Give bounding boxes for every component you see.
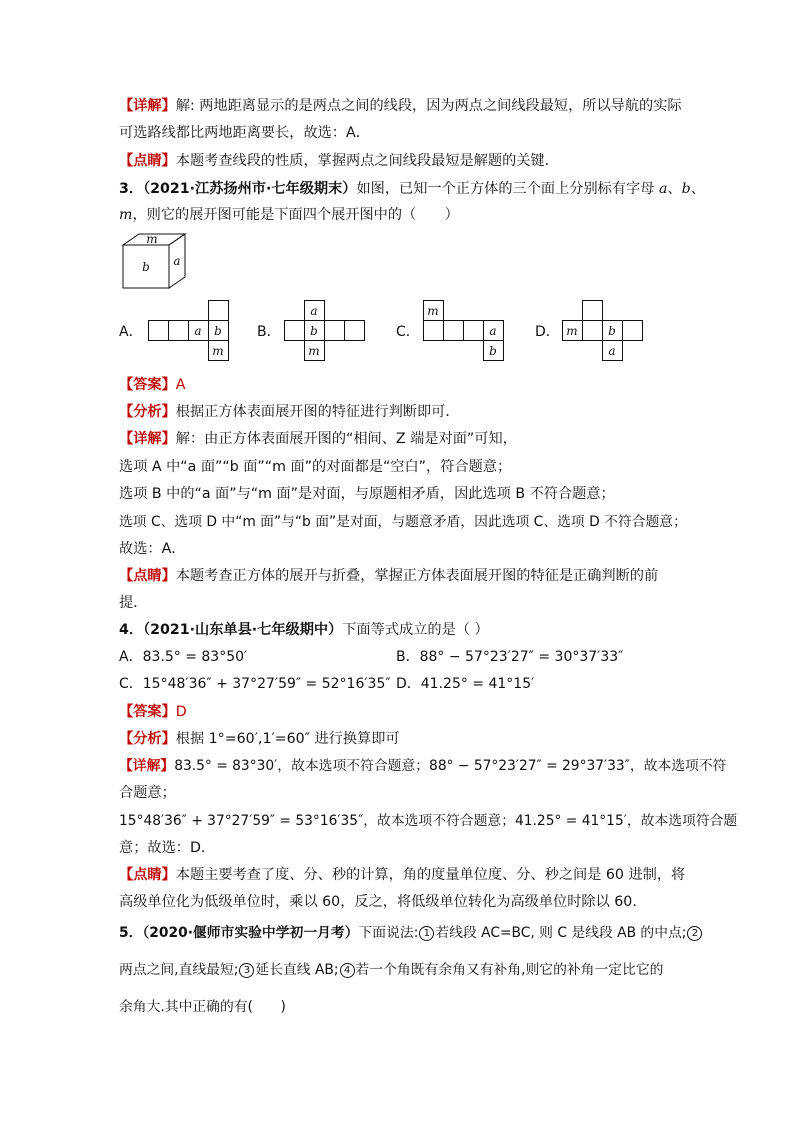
q4-number: 4． xyxy=(119,622,144,638)
q4-comment-line-1: 【点睛】本题主要考查了度、分、秒的计算，角的度量单位度、分、秒之间是 60 进制，将 xyxy=(119,867,686,883)
net-d-label-a: a xyxy=(608,344,616,358)
circled-4: 4 xyxy=(340,963,355,978)
cube-front-label: b xyxy=(142,260,150,274)
q4-analysis: 【分析】根据 1°=60′,1′=60″ 进行换算即可 xyxy=(119,731,400,747)
comment-tag: 【点睛】 xyxy=(119,153,176,169)
detail-line-2: 可选路线都比两地距离要长，故选：A． xyxy=(119,125,370,141)
net-c-label-b: b xyxy=(489,344,497,358)
net-a-label-m: m xyxy=(212,344,224,358)
q3-option-d-label: D． xyxy=(535,324,560,340)
q3-option-a-net xyxy=(148,298,238,364)
net-c-label-m: m xyxy=(427,304,439,318)
q5-line-1: 5．（2020·偃师市实验中学初一月考）下面说法: 1 若线段 AC=BC, 则 C 是线段 AB 的中点; 2 xyxy=(119,923,703,943)
q4-detail-line-2: 合题意； xyxy=(119,785,176,801)
q3-comment-line-2: 提． xyxy=(119,595,148,611)
q3-stem-line-2: m，则它的展开图可能是下面四个展开图中的（ ） xyxy=(119,207,459,223)
net-d-label-m: m xyxy=(566,324,578,338)
q4-detail-line-3: 15°48′36″ + 37°27′59″ = 53°16′35″，故本选项不符合题意；41.25° = 41°15′，故本选项符合题 xyxy=(119,813,738,829)
q3-option-b-label: B． xyxy=(257,324,281,340)
q3-analysis: 【分析】根据正方体表面展开图的特征进行判断即可． xyxy=(119,404,460,420)
comment-line: 【点睛】本题考查线段的性质，掌握两点之间线段最短是解题的关键． xyxy=(119,153,559,169)
q4-detail-line-4: 意；故选：D． xyxy=(119,840,216,856)
q3-option-b-net xyxy=(284,298,374,364)
q3-source: （2021·江苏扬州市·七年级期末） xyxy=(143,181,357,197)
q3-detail-line-2: 选项 A 中“a 面”“b 面”“m 面”的对面都是“空白”，符合题意； xyxy=(119,459,512,475)
net-b-label-a: a xyxy=(310,304,318,318)
net-b-label-m: m xyxy=(308,344,320,358)
q4-answer: 【答案】D xyxy=(119,704,187,720)
q3-option-a-label: A． xyxy=(119,324,143,340)
q3-answer: 【答案】A xyxy=(119,377,186,393)
q5-number: 5． xyxy=(119,925,143,941)
net-c-label-a: a xyxy=(489,324,497,338)
q4-comment-line-2: 高级单位化为低级单位时，乘以 60，反之，将低级单位转化为高级单位时除以 60． xyxy=(119,894,647,910)
q5-line-3: 余角大.其中正确的有( ) xyxy=(119,999,286,1015)
net-b-label-b: b xyxy=(310,324,318,338)
q5-line-2: 两点之间,直线最短; 3 延长直线 AB; 4 若一个角既有余角又有补角,则它的补角一定比它的 xyxy=(119,962,664,978)
q3-detail-line-5: 故选：A． xyxy=(119,541,186,557)
q4-source: （2021·山东单县·七年级期中） xyxy=(143,622,343,638)
net-d-label-b: b xyxy=(608,324,616,338)
net-a-label-a: a xyxy=(194,324,202,338)
q3-stem-line-1: 3．（2021·江苏扬州市·七年级期末）如图，已知一个正方体的三个面上分别标有字母 a、b、 xyxy=(119,181,705,197)
q4-option-a: A．83.5° = 83°50′ xyxy=(119,649,248,665)
q3-detail-line-3: 选项 B 中的“a 面”与“m 面”是对面，与原题相矛盾，因此选项 B 不符合题意； xyxy=(119,486,615,502)
q3-option-c-net xyxy=(423,298,513,364)
q3-option-d-net xyxy=(562,298,652,364)
circled-2: 2 xyxy=(687,926,702,941)
q4-option-c: C．15°48′36″ + 37°27′59″ = 52°16′35″ xyxy=(119,676,391,692)
circled-1: 1 xyxy=(419,926,434,941)
cube-figure xyxy=(119,232,195,294)
cube-top-label: m xyxy=(146,232,158,246)
q3-option-c-label: C． xyxy=(396,324,420,340)
q4-detail-line-1: 【详解】83.5° = 83°30′，故本选项不符合题意；88° − 57°23′27″ = 29°37′33″，故本选项不符 xyxy=(119,758,727,774)
q4-option-d: D．41.25° = 41°15′ xyxy=(396,676,535,692)
q3-detail-line-1: 【详解】解：由正方体表面展开图的“相间、Z 端是对面”可知， xyxy=(119,431,517,447)
q4-stem: 4．（2021·山东单县·七年级期中）下面等式成立的是（ ） xyxy=(119,622,489,638)
q3-detail-line-4: 选项 C、选项 D 中“m 面”与“b 面”是对面，与题意矛盾，因此选项 C、选项 D 不符合题意； xyxy=(119,514,687,530)
detail-tag: 【详解】 xyxy=(119,98,176,114)
circled-3: 3 xyxy=(239,963,254,978)
cube-right-label: a xyxy=(173,254,181,268)
q4-option-b: B．88° − 57°23′27″ = 30°37′33″ xyxy=(396,649,624,665)
q5-source: （2020·偃师市实验中学初一月考） xyxy=(142,925,359,941)
net-a-label-b: b xyxy=(214,324,222,338)
detail-line-1: 【详解】解: 两地距离显示的是两点之间的线段，因为两点之间线段最短，所以导航的实际 xyxy=(119,98,682,114)
q3-comment-line-1: 【点睛】本题考查正方体的展开与折叠，掌握正方体表面展开图的特征是正确判断的前 xyxy=(119,568,659,584)
q3-number: 3． xyxy=(119,181,144,197)
